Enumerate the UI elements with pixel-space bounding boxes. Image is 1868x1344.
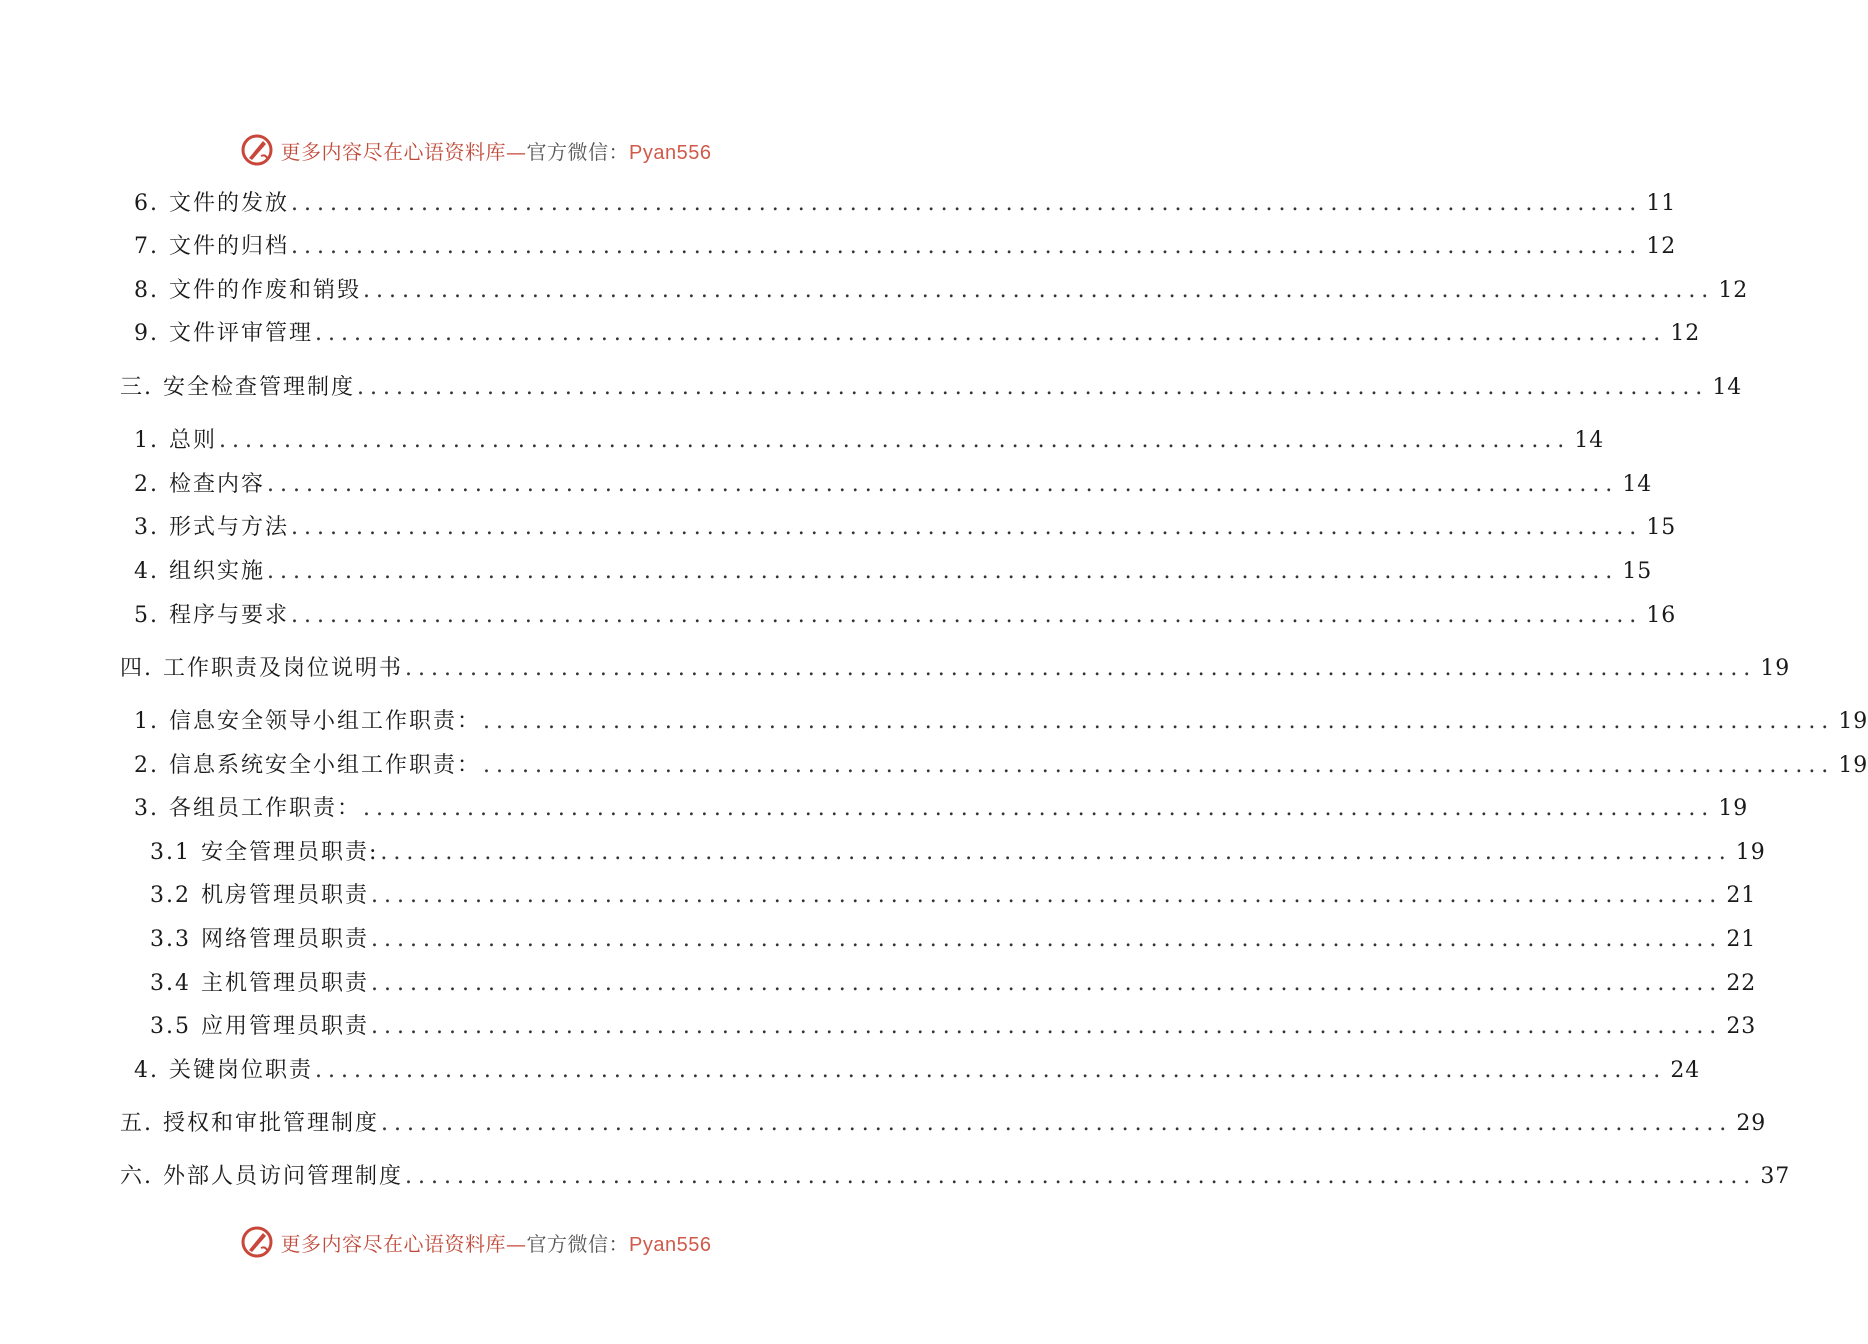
toc-leader: ........................................................................................................ [219, 428, 1571, 453]
toc-title: 网络管理员职责 [201, 927, 370, 952]
toc-number: 3.5 [150, 1014, 191, 1039]
toc-number: 3.1 [150, 840, 191, 865]
toc-title: 安全管理员职责: [201, 840, 379, 865]
toc-page-number: 12 [1646, 234, 1677, 259]
toc-title: 关键岗位职责 [169, 1058, 314, 1083]
toc-number: 1. [134, 709, 159, 734]
toc-entry[interactable] [134, 229, 1677, 261]
toc-title: 总则 [169, 428, 218, 453]
toc-page-number: 21 [1726, 883, 1757, 908]
toc-entry[interactable] [120, 651, 1791, 683]
toc-number: 2. [134, 472, 159, 497]
toc-number: 三. [120, 375, 153, 400]
toc-number: 四. [120, 656, 153, 681]
toc-page-number: 29 [1736, 1111, 1767, 1136]
toc-entry[interactable] [120, 370, 1743, 402]
watermark-bottom [0, 1222, 950, 1262]
toc-page-number: 12 [1670, 321, 1701, 346]
toc-number: 3.3 [150, 927, 191, 952]
toc-page-number: 19 [1838, 709, 1868, 734]
toc-leader: ........................................................................................................ [267, 559, 1619, 584]
toc-entry[interactable] [120, 1106, 1767, 1138]
toc-entry[interactable] [150, 966, 1757, 998]
toc-leader: ........................................................................................................ [371, 927, 1723, 952]
toc-page-number: 37 [1760, 1164, 1791, 1189]
toc-page-number: 15 [1622, 559, 1653, 584]
toc-number: 5. [134, 603, 159, 628]
toc-page-number: 14 [1712, 375, 1743, 400]
toc-page-number: 16 [1646, 603, 1677, 628]
toc-page-number: 11 [1646, 191, 1677, 216]
toc-number: 六. [120, 1164, 153, 1189]
toc-leader: ........................................................................................................ [291, 603, 1643, 628]
toc-number: 6. [134, 191, 159, 216]
toc-number: 1. [134, 428, 159, 453]
toc-entry[interactable] [134, 791, 1749, 823]
toc-entry[interactable] [134, 510, 1677, 542]
toc-number: 3.4 [150, 971, 191, 996]
toc-entry[interactable] [134, 748, 1868, 780]
toc-title: 应用管理员职责 [201, 1014, 370, 1039]
toc-number: 7. [134, 234, 159, 259]
toc-leader: ........................................................................................................ [315, 321, 1667, 346]
toc-page-number: 23 [1726, 1014, 1757, 1039]
toc-title: 机房管理员职责 [201, 883, 370, 908]
logo-icon [239, 1224, 275, 1260]
toc-title: 形式与方法 [169, 515, 290, 540]
toc-page-number: 19 [1760, 656, 1791, 681]
toc-title: 各组员工作职责： [169, 796, 362, 821]
toc-entry[interactable] [134, 1053, 1701, 1085]
toc-entry[interactable] [150, 922, 1757, 954]
toc-entry[interactable] [150, 1009, 1757, 1041]
toc-leader: ........................................................................................................ [291, 234, 1643, 259]
toc-leader: ........................................................................................................ [380, 840, 1732, 865]
toc-number: 3. [134, 515, 159, 540]
toc-title: 文件的作废和销毁 [169, 278, 362, 303]
toc-page-number: 19 [1838, 753, 1868, 778]
toc-number: 五. [120, 1111, 153, 1136]
toc-leader: ........................................................................................................ [371, 883, 1723, 908]
toc-number: 3. [134, 796, 159, 821]
toc-page-number: 14 [1574, 428, 1605, 453]
toc-leader: ........................................................................................................ [291, 191, 1643, 216]
toc-leader: ........................................................................................................ [357, 375, 1709, 400]
toc-leader: ........................................................................................................ [483, 709, 1835, 734]
toc-leader: ........................................................................................................ [315, 1058, 1667, 1083]
toc-leader: ........................................................................................................ [405, 656, 1757, 681]
toc-title: 组织实施 [169, 559, 266, 584]
toc-title: 文件的发放 [169, 191, 290, 216]
toc-entry[interactable] [134, 316, 1701, 348]
toc-page-number: 24 [1670, 1058, 1701, 1083]
toc-entry[interactable] [134, 554, 1653, 586]
toc-page-number: 15 [1646, 515, 1677, 540]
watermark-text: 更多内容尽在心语资料库—官方微信：Pyan556 [280, 1231, 712, 1256]
toc-entry[interactable] [150, 878, 1757, 910]
toc-entry[interactable] [134, 704, 1868, 736]
toc-leader: ........................................................................................................ [291, 515, 1643, 540]
toc-leader: ........................................................................................................ [381, 1111, 1733, 1136]
toc-page-number: 21 [1726, 927, 1757, 952]
toc-page-number: 14 [1622, 472, 1653, 497]
toc-entry[interactable] [134, 423, 1605, 455]
toc-leader: ........................................................................................................ [371, 1014, 1723, 1039]
toc-number: 2. [134, 753, 159, 778]
toc-page-number: 22 [1726, 971, 1757, 996]
toc-entry[interactable] [134, 467, 1653, 499]
toc-title: 程序与要求 [169, 603, 290, 628]
toc-title: 安全检查管理制度 [163, 375, 356, 400]
toc-leader: ........................................................................................................ [267, 472, 1619, 497]
toc-entry[interactable] [120, 1159, 1791, 1191]
toc-title: 检查内容 [169, 472, 266, 497]
toc-leader: ........................................................................................................ [363, 278, 1715, 303]
toc-entry[interactable] [150, 835, 1766, 867]
toc-page-number: 19 [1735, 840, 1766, 865]
toc-leader: ........................................................................................................ [363, 796, 1715, 821]
toc-title: 信息安全领导小组工作职责： [169, 709, 482, 734]
toc-page-number: 12 [1718, 278, 1749, 303]
toc-title: 文件评审管理 [169, 321, 314, 346]
toc-title: 文件的归档 [169, 234, 290, 259]
watermark-text: 更多内容尽在心语资料库—官方微信：Pyan556 [280, 139, 712, 164]
toc-number: 4. [134, 559, 159, 584]
toc-entry[interactable] [134, 273, 1749, 305]
toc-entry[interactable] [134, 186, 1677, 218]
toc-title: 主机管理员职责 [201, 971, 370, 996]
toc-number: 8. [134, 278, 159, 303]
toc-leader: ........................................................................................................ [405, 1164, 1757, 1189]
toc-leader: ........................................................................................................ [371, 971, 1723, 996]
toc-title: 外部人员访问管理制度 [163, 1164, 404, 1189]
toc-title: 授权和审批管理制度 [163, 1111, 380, 1136]
toc-entry[interactable] [134, 598, 1677, 630]
toc-title: 信息系统安全小组工作职责： [169, 753, 482, 778]
toc-number: 4. [134, 1058, 159, 1083]
toc-page-number: 19 [1718, 796, 1749, 821]
toc-number: 3.2 [150, 883, 191, 908]
toc-number: 9. [134, 321, 159, 346]
toc-title: 工作职责及岗位说明书 [163, 656, 404, 681]
toc-leader: ........................................................................................................ [483, 753, 1835, 778]
